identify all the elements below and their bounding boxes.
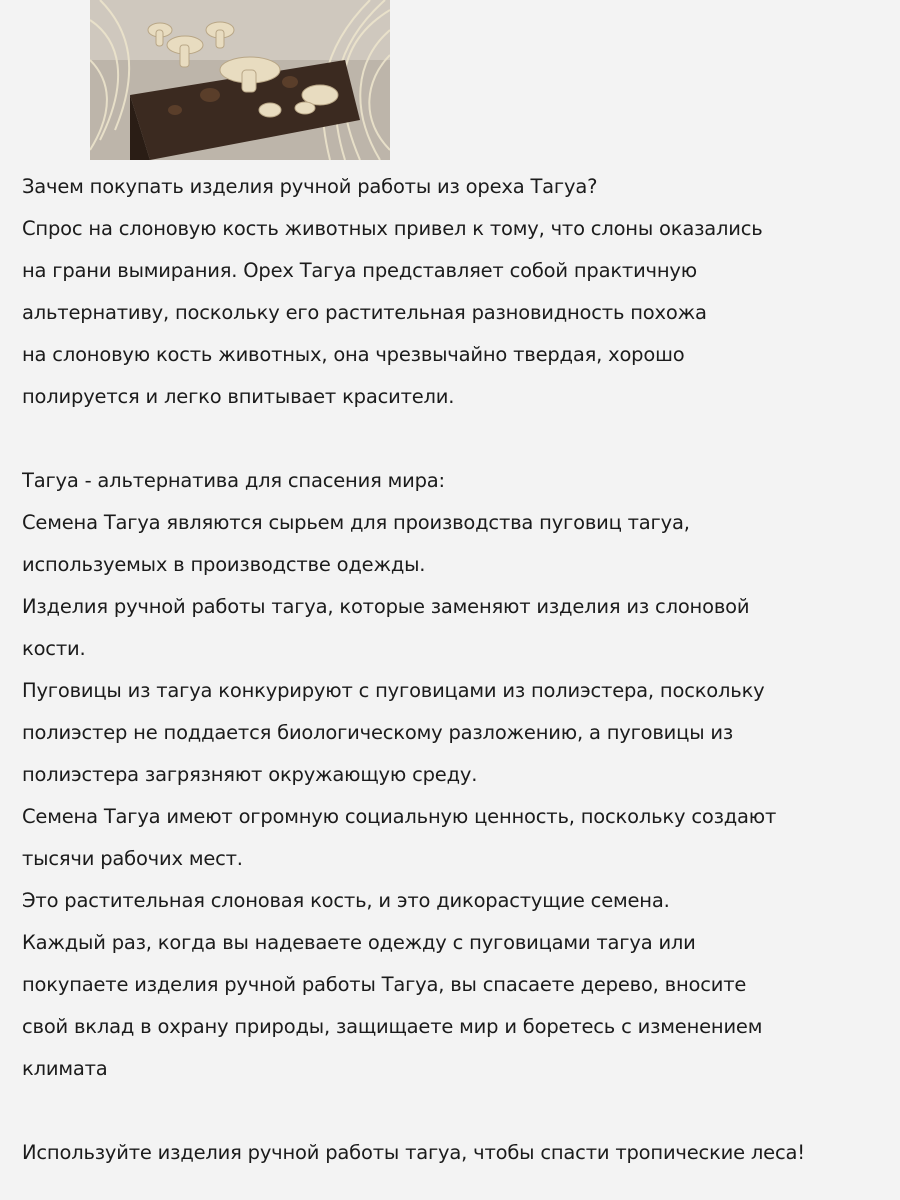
text-line: полируется и легко впитывает красители. [22,385,455,408]
text-line: климата [22,1057,108,1080]
text-line: Зачем покупать изделия ручной работы из ореха Тагуа? [22,175,598,198]
text-line: на слоновую кость животных, она чрезвычайно твердая, хорошо [22,343,685,366]
text-line: полиэстера загрязняют окружающую среду. [22,763,478,786]
text-line: Используйте изделия ручной работы тагуа, чтобы спасти тропические леса! [22,1141,805,1164]
text-line: используемых в производстве одежды. [22,553,426,576]
text-line: кости. [22,637,86,660]
tagua-carvings-photo [90,0,390,160]
text-line: полиэстер не поддается биологическому разложению, а пуговицы из [22,721,734,744]
text-line: на грани вымирания. Орех Тагуа представляет собой практичную [22,259,697,282]
text-line: покупаете изделия ручной работы Тагуа, вы спасаете дерево, вносите [22,973,747,996]
text-line: альтернативу, поскольку его растительная разновидность похожа [22,301,707,324]
text-line: свой вклад в охрану природы, защищаете мир и боретесь с изменением [22,1015,763,1038]
text-line: Спрос на слоновую кость животных привел к тому, что слоны оказались [22,217,763,240]
text-line: тысячи рабочих мест. [22,847,243,870]
text-line: Пуговицы из тагуа конкурируют с пуговицами из полиэстера, поскольку [22,679,765,702]
text-line: Каждый раз, когда вы надеваете одежду с пуговицами тагуа или [22,931,696,954]
text-line: Семена Тагуа имеют огромную социальную ценность, поскольку создают [22,805,777,828]
text-line: Изделия ручной работы тагуа, которые заменяют изделия из слоновой [22,595,750,618]
paragraph-break [22,418,892,460]
text-line: Это растительная слоновая кость, и это дикорастущие семена. [22,889,670,912]
paragraph-break [22,1090,892,1132]
text-line: Семена Тагуа являются сырьем для производства пуговиц тагуа, [22,511,690,534]
article-text [22,166,892,1174]
text-line: Тагуа - альтернатива для спасения мира: [22,469,445,492]
